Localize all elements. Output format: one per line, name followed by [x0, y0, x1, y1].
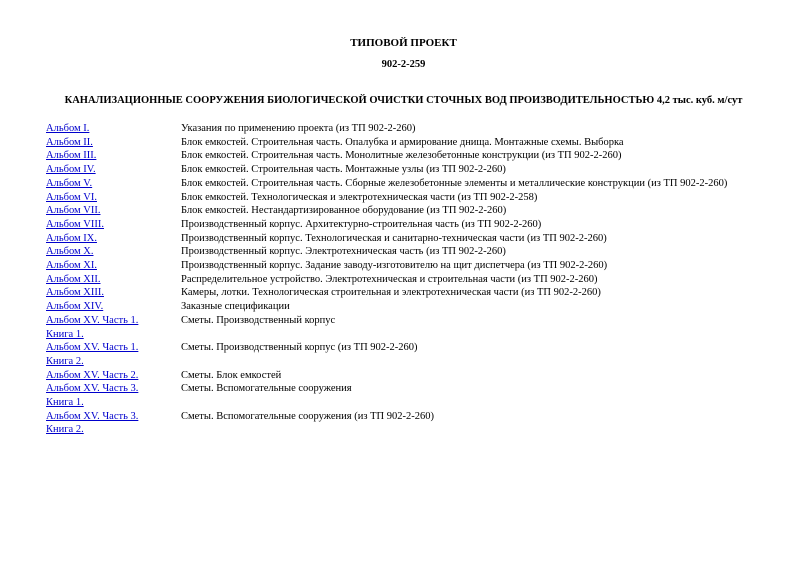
album-link[interactable]: Альбом VI. [46, 191, 97, 203]
album-row [46, 259, 786, 273]
album-description: Блок емкостей. Строительная часть. Опалубка и армирование днища. Монтажные схемы. Выборка [181, 136, 624, 148]
album-description: Блок емкостей. Технологическая и электротехническая части (из ТП 902-2-258) [181, 191, 538, 203]
album-link-cell [46, 191, 181, 205]
album-description: Производственный корпус. Электротехническая часть (из ТП 902-2-260) [181, 246, 506, 258]
album-link[interactable]: Альбом VII. [46, 205, 101, 217]
album-row [46, 136, 786, 150]
album-row [46, 245, 786, 259]
album-link-cell [46, 245, 181, 259]
album-description: Блок емкостей. Нестандартизированное оборудование (из ТП 902-2-260) [181, 205, 507, 217]
album-link-cell [46, 136, 181, 150]
album-description: Производственный корпус. Технологическая и санитарно-техническая части (из ТП 902-2-260) [181, 232, 607, 244]
album-row [46, 300, 786, 314]
album-row [46, 273, 786, 287]
album-description: Указания по применению проекта (из ТП 902-2-260) [181, 123, 416, 134]
album-link[interactable]: Альбом XIII. [46, 287, 104, 299]
album-link-cell [46, 410, 181, 437]
album-link[interactable]: Альбом I. [46, 123, 90, 134]
album-description: Заказные спецификации [181, 301, 290, 313]
album-link-cell [46, 259, 181, 273]
album-row [46, 314, 786, 341]
album-book-link[interactable]: Книга 1. [46, 328, 84, 340]
album-description: Производственный корпус. Архитектурно-строительная часть (из ТП 902-2-260) [181, 218, 542, 230]
album-book-link[interactable]: Книга 2. [46, 424, 84, 436]
album-link-cell [46, 273, 181, 287]
album-link[interactable]: Альбом II. [46, 136, 93, 148]
album-book-link[interactable]: Книга 1. [46, 397, 84, 409]
album-link-cell [46, 149, 181, 163]
album-link[interactable]: Альбом IV. [46, 164, 96, 176]
album-link-cell [46, 218, 181, 232]
album-link[interactable]: Альбом VIII. [46, 218, 104, 230]
album-description: Сметы. Вспомогательные сооружения [181, 383, 352, 395]
album-row [46, 410, 786, 437]
album-row [46, 122, 786, 136]
album-description: Блок емкостей. Строительная часть. Монолитные железобетонные конструкции (из ТП 902-2-260) [181, 150, 622, 162]
album-link-cell [46, 286, 181, 300]
album-row [46, 286, 786, 300]
album-link[interactable]: Альбом IX. [46, 232, 97, 244]
album-link[interactable]: Альбом XII. [46, 273, 101, 285]
album-description: Блок емкостей. Строительная часть. Сборные железобетонные элементы и металлические конструкции (из ТП 902-2-260) [181, 177, 728, 189]
album-description: Блок емкостей. Строительная часть. Монтажные узлы (из ТП 902-2-260) [181, 164, 506, 176]
album-row [46, 163, 786, 177]
album-link[interactable]: Альбом XI. [46, 260, 97, 272]
document-subtitle: КАНАЛИЗАЦИОННЫЕ СООРУЖЕНИЯ БИОЛОГИЧЕСКОЙ ОЧИСТКИ СТОЧНЫХ ВОД ПРОИЗВОДИТЕЛЬНОСТЬЮ 4,2 тыс. куб. м/сут [64, 95, 743, 106]
document-title: ТИПОВОЙ ПРОЕКТ [350, 37, 457, 49]
album-row [46, 177, 786, 191]
album-description: Распределительное устройство. Электротехническая и строительная части (из ТП 902-2-260) [181, 273, 598, 285]
album-link-cell [46, 300, 181, 314]
album-row [46, 382, 786, 409]
album-description: Сметы. Вспомогательные сооружения (из ТП 902-2-260) [181, 410, 434, 422]
album-link-cell [46, 382, 181, 409]
album-link[interactable]: Альбом XIV. [46, 301, 104, 313]
album-row [46, 341, 786, 368]
album-link-cell [46, 122, 181, 136]
album-link[interactable]: Альбом III. [46, 150, 97, 162]
album-description: Сметы. Производственный корпус (из ТП 902-2-260) [181, 342, 418, 354]
album-row [46, 149, 786, 163]
album-link[interactable]: Альбом XV. Часть 3. [46, 410, 139, 422]
album-book-link[interactable]: Книга 2. [46, 355, 84, 367]
album-link[interactable]: Альбом XV. Часть 1. [46, 342, 139, 354]
album-row [46, 204, 786, 218]
album-description: Камеры, лотки. Технологическая строительная и электротехническая части (из ТП 902-2-260) [181, 287, 601, 299]
album-link[interactable]: Альбом X. [46, 246, 94, 258]
album-row [46, 232, 786, 246]
album-link-cell [46, 177, 181, 191]
album-link-cell [46, 204, 181, 218]
album-row [46, 218, 786, 232]
album-link[interactable]: Альбом XV. Часть 2. [46, 369, 139, 381]
album-row [46, 369, 786, 383]
album-link[interactable]: Альбом V. [46, 177, 93, 189]
album-description: Сметы. Производственный корпус [181, 314, 336, 326]
album-link-cell [46, 341, 181, 368]
project-number: 902-2-259 [381, 59, 426, 70]
album-link-cell [46, 314, 181, 341]
album-row [46, 191, 786, 205]
album-link[interactable]: Альбом XV. Часть 1. [46, 314, 139, 326]
album-link-cell [46, 369, 181, 383]
album-description: Производственный корпус. Задание заводу-изготовителю на щит диспетчера (из ТП 902-2-260) [181, 260, 608, 272]
album-link-cell [46, 163, 181, 177]
album-link[interactable]: Альбом XV. Часть 3. [46, 383, 139, 395]
album-list [46, 122, 786, 437]
album-description: Сметы. Блок емкостей [181, 369, 282, 381]
album-link-cell [46, 232, 181, 246]
